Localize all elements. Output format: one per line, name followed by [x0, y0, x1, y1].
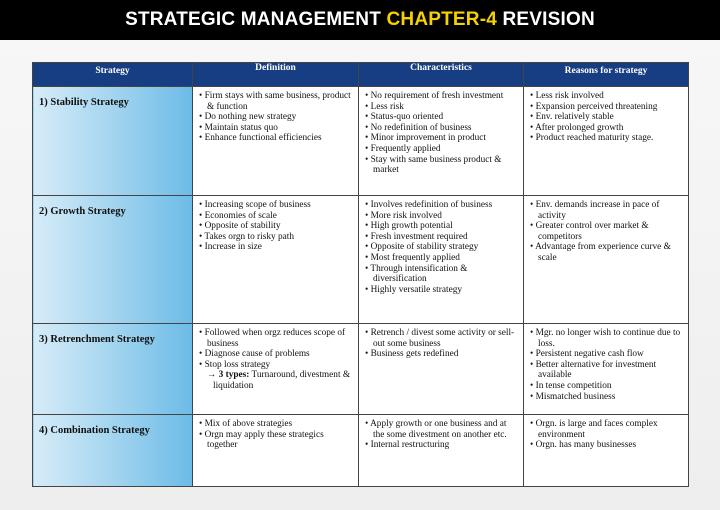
list-item: • Orgn may apply these strategics together	[199, 430, 352, 451]
characteristics-cell	[359, 415, 524, 487]
definition-cell	[193, 196, 359, 324]
strategy-name: 4) Combination Strategy	[39, 425, 150, 436]
strategy-cell	[33, 415, 193, 487]
table-row	[33, 415, 689, 487]
list-item: • Increasing scope of business	[199, 200, 352, 211]
column-header-reasons: Reasons for strategy	[524, 63, 689, 87]
list-item: • More risk involved	[365, 211, 517, 222]
types-label: 3 types:	[218, 370, 250, 381]
characteristics-cell	[359, 196, 524, 324]
list-item: • Apply growth or one business and at the some divestment on another etc.	[365, 419, 517, 440]
strategy-name: 2) Growth Strategy	[39, 206, 126, 217]
list-item: • Maintain status quo	[199, 123, 352, 134]
list-item: • Enhance functional efficiencies	[199, 133, 352, 144]
list-item: • Do nothing new strategy	[199, 112, 352, 123]
list-item: • Greater control over market & competitors	[530, 221, 682, 242]
list-item: • Less risk involved	[530, 91, 682, 102]
list-item: • Expansion perceived threatening	[530, 102, 682, 113]
strategy-cell	[33, 196, 193, 324]
strategy-cell	[33, 324, 193, 415]
list-item: • Fresh investment required	[365, 232, 517, 243]
column-header-definition: Definition	[193, 63, 359, 87]
definition-cell	[193, 415, 359, 487]
slide-body	[0, 40, 720, 510]
column-header-strategy: Strategy	[33, 63, 193, 87]
list-item: • Orgn. is large and faces complex environment	[530, 419, 682, 440]
table-header-row	[33, 63, 689, 87]
list-item: • Most frequently applied	[365, 253, 517, 264]
list-item: • Persistent negative cash flow	[530, 349, 682, 360]
list-item: • Involves redefinition of business	[365, 200, 517, 211]
list-item: • Env. demands increase in pace of activity	[530, 200, 682, 221]
list-item: • After prolonged growth	[530, 123, 682, 134]
list-item: • Mgr. no longer wish to continue due to loss.	[530, 328, 682, 349]
reasons-cell	[524, 196, 689, 324]
title-part2: REVISION	[502, 9, 595, 30]
list-item: • Diagnose cause of problems	[199, 349, 352, 360]
list-item: • Minor improvement in product	[365, 133, 517, 144]
list-item: • Advantage from experience curve & scale	[530, 242, 682, 263]
table-row	[33, 324, 689, 415]
list-item: • Followed when orgz reduces scope of business	[199, 328, 352, 349]
list-item: • Orgn. has many businesses	[530, 440, 682, 451]
types-text: Turnaround, divestment & liquidation	[213, 370, 351, 391]
strategy-name: 1) Stability Strategy	[39, 97, 129, 108]
title-chapter-highlight: CHAPTER-4	[386, 9, 498, 30]
list-item: • Through intensification & diversification	[365, 264, 517, 285]
title-part1: STRATEGIC MANAGEMENT	[125, 9, 381, 30]
list-item: • Opposite of stability strategy	[365, 242, 517, 253]
list-item: • Product reached maturity stage.	[530, 133, 682, 144]
list-item: • Stop loss strategy	[199, 360, 352, 371]
reasons-cell	[524, 87, 689, 196]
list-item: • Business gets redefined	[365, 349, 517, 360]
list-item: • Status-quo oriented	[365, 112, 517, 123]
list-item: • High growth potential	[365, 221, 517, 232]
table-row	[33, 87, 689, 196]
list-item: • Mix of above strategies	[199, 419, 352, 430]
list-item: • In tense competition	[530, 381, 682, 392]
page-title	[125, 9, 595, 31]
table-row	[33, 196, 689, 324]
list-item: • Internal restructuring	[365, 440, 517, 451]
list-item: • Less risk	[365, 102, 517, 113]
list-item: • Economies of scale	[199, 211, 352, 222]
strategy-table	[32, 62, 689, 487]
list-item: • Firm stays with same business, product & function	[199, 91, 352, 112]
reasons-cell	[524, 324, 689, 415]
list-item: • Takes orgn to risky path	[199, 232, 352, 243]
list-item: • Mismatched business	[530, 392, 682, 403]
characteristics-cell	[359, 324, 524, 415]
strategy-cell	[33, 87, 193, 196]
list-item: • Opposite of stability	[199, 221, 352, 232]
list-item: • Env. relatively stable	[530, 112, 682, 123]
column-header-characteristics: Characteristics	[359, 63, 524, 87]
list-item: • No requirement of fresh investment	[365, 91, 517, 102]
list-item: • Better alternative for investment available	[530, 360, 682, 381]
list-item: • Increase in size	[199, 242, 352, 253]
definition-cell	[193, 324, 359, 415]
list-item: • Retrench / divest some activity or sell-out some business	[365, 328, 517, 349]
strategy-name: 3) Retrenchment Strategy	[39, 334, 155, 345]
list-item: • Frequently applied	[365, 144, 517, 155]
reasons-cell	[524, 415, 689, 487]
list-item: • Stay with same business product & market	[365, 155, 517, 176]
characteristics-cell	[359, 87, 524, 196]
title-bar	[0, 0, 720, 40]
list-item: • No redefinition of business	[365, 123, 517, 134]
list-item: • Highly versatile strategy	[365, 285, 517, 296]
list-sub-item	[199, 370, 352, 391]
definition-cell	[193, 87, 359, 196]
